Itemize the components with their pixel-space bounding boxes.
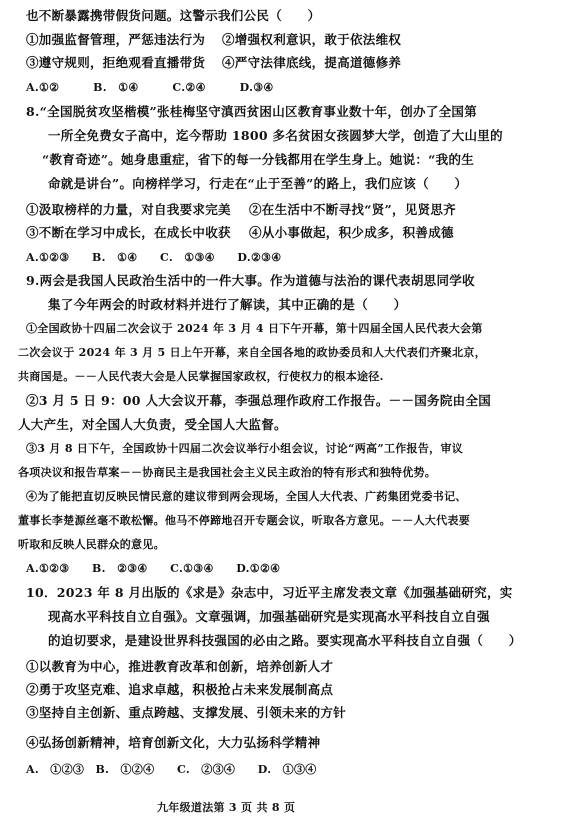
q8-option-1: ①汲取榜样的力量，对自我要求完美 (26, 202, 231, 217)
q8-stem-line-2: 一所全免费女子高中，迄今帮助 1800 多名贫困女孩圆梦大学，创造了大山里的 (48, 128, 503, 143)
q8-option-2: ②在生活中不断寻找“贤”，见贤思齐 (249, 202, 456, 217)
q10-stem-line-3: 的迫切要求，是建设世界科技强国的必由之路。要实现高水平科技自立自强（ ） (48, 633, 522, 648)
q7-stem-tail: 也不断暴露携带假货问题。这警示我们公民（ ） (26, 8, 321, 23)
q10-option-2: ②勇于攻坚克难、追求卓越，积极抢占未来发展制高点 (26, 682, 334, 697)
q10-option-1: ①以教育为中心，推进教育改革和创新，培养创新人才 (26, 659, 334, 674)
q9-item-4-line-1: ④为了能把直切反映民情民意的建议带到两会现场，全国人大代表、广药集团党委书记、 (26, 490, 467, 503)
q9-item-1-line-3: 共商国是。－－人民代表大会是人民掌握国家政权，行使权力的根本途径. (18, 370, 384, 383)
q8-option-3: ③不断在学习中成长，在成长中收获 (26, 225, 231, 240)
q10-option-4: ④弘扬创新精神，培育创新文化，大力弘扬科学精神 (26, 735, 321, 750)
q9-answer-choices: A.①②③ B. ②③④ C.①③④ D.①②④ (26, 562, 281, 575)
q7-option-1: ①加强监督管理，严惩违法行为 (26, 32, 206, 47)
q9-item-2-line-2: 人大产生，对全国人大负责，受全国人大监督。 (18, 417, 287, 432)
q10-answer-choices: A. ①②③ B. ①②④ C. ②③④ D. ①③④ (26, 763, 317, 776)
q9-stem-line-2: 集了今年两会的时政材料并进行了解读，其中正确的是（ ） (48, 297, 407, 312)
q8-stem-line-1: 8.“全国脱贫攻坚楷模”张桂梅坚守滇西贫困山区教育事业数十年，创办了全国第 (26, 104, 478, 119)
q8-option-4: ④从小事做起，积少成多，积善成德 (249, 225, 454, 240)
q10-stem-line-2: 现高水平科技自立自强》。文章强调，加强基础研究是实现高水平科技自立自强 (48, 609, 490, 624)
page-footer: 九年级道法第 3 页 共 8 页 (157, 801, 296, 814)
q9-item-4-line-2: 董事长李楚源丝毫不敢松懈。他马不停蹄地召开专题会议，听取各方意见。－－人大代表要 (18, 514, 470, 527)
q7-option-2: ②增强权利意识，敢于依法维权 (222, 32, 402, 47)
q7-option-3: ③遵守规则，拒绝观看直播带货 (26, 55, 206, 70)
q9-item-1-line-1: ①全国政协十四届二次会议于 2024 年 3 月 4 日下午开幕，第十四届全国人民代表大会第 (26, 322, 483, 335)
q10-option-3: ③坚持自主创新、重点跨越、支撑发展、引领未来的方针 (26, 705, 347, 720)
q8-stem-line-3: “教育奇迹”。她身患重症，省下的每一分钱都用在学生身上。她说：“我的生 (42, 152, 475, 167)
q7-answer-choices: A.①② B. ①④ C.②④ D.③④ (26, 81, 274, 94)
q9-item-1-line-2: 二次会议于 2024 年 3 月 5 日上午开幕，来自全国各地的政协委员和人大代表们齐聚北京， (18, 346, 486, 359)
q8-stem-line-4: 命就是讲台”。向榜样学习，行走在“止于至善”的路上，我们应该（ ） (48, 176, 468, 191)
q9-stem-line-1: 9.两会是我国人民政治生活中的一件大事。作为道德与法治的课代表胡思同学收 (26, 273, 475, 288)
q7-option-4: ④严守法律底线，提高道德修养 (222, 55, 402, 70)
q9-item-3-line-2: 各项决议和报告草案－－协商民主是我国社会主义民主政治的特有形式和独特优势。 (18, 466, 437, 479)
q9-item-4-line-3: 听取和反映人民群众的意见。 (18, 538, 165, 551)
q8-answer-choices: A.①②③ B. ①④ C. ①③④ D.②③④ (26, 251, 282, 264)
q9-item-3-line-1: ③3 月 8 日下午，全国政协十四届二次会议举行小组会议，讨论“两高”工作报告，审议 (26, 442, 464, 455)
q9-item-2-line-1: ②3 月 5 日 9：00 人大会议开幕，李强总理作政府工作报告。－－国务院由全国 (26, 393, 492, 408)
q10-stem-line-1: 10．2023 年 8 月出版的《求是》杂志中，习近平主席发表文章《加强基础研究，实 (26, 585, 513, 600)
